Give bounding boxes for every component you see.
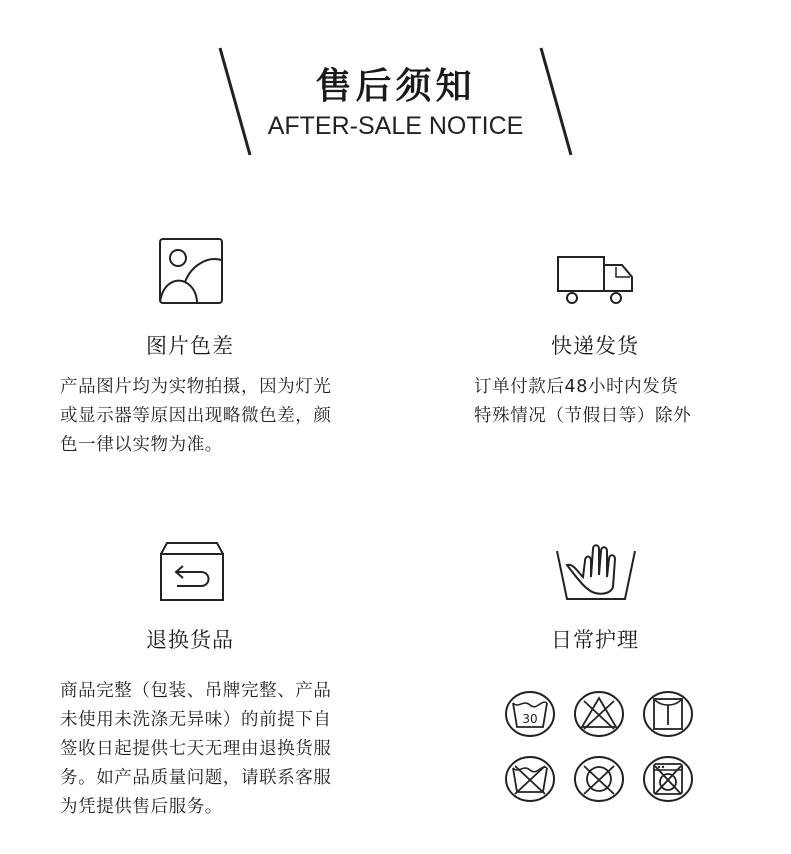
section-title-shipping: 快递发货: [551, 334, 639, 358]
wash-temp-label: 30: [522, 712, 538, 726]
body-line: 或显示器等原因出现略微色差，颜: [60, 406, 332, 426]
section-body-returns: [60, 677, 332, 822]
truck-icon: [556, 255, 636, 307]
body-line: 订单付款后48小时内发货: [474, 377, 679, 397]
section-title-returns: 退换货品: [146, 628, 234, 652]
body-line: 特殊情况（节假日等）除外: [474, 406, 692, 426]
page-title: 售后须知: [315, 66, 476, 107]
body-line: 为凭提供售后服务。: [60, 797, 223, 817]
body-line: 未使用未洗涤无异味）的前提下自: [60, 710, 332, 730]
return-box-icon: [157, 540, 227, 604]
body-line: 务。如产品质量问题，请联系客服: [60, 768, 332, 788]
section-body-color: [60, 373, 332, 460]
page-subtitle: AFTER-SALE NOTICE: [267, 112, 524, 140]
body-line: 色一律以实物为准。: [60, 435, 223, 455]
wash-30-icon: [503, 689, 557, 739]
section-title-color: 图片色差: [146, 334, 234, 358]
no-bleach-icon: [572, 689, 626, 739]
no-wash-icon: [503, 754, 557, 804]
section-body-shipping: [474, 373, 691, 431]
line-dry-icon: [641, 689, 695, 739]
section-title-care: 日常护理: [551, 628, 639, 652]
no-tumble-dry-icon: [572, 754, 626, 804]
body-line: 签收日起提供七天无理由退换货服: [60, 739, 332, 759]
image-icon: [157, 236, 225, 306]
hand-wash-icon: [555, 543, 637, 601]
body-line: 产品图片均为实物拍摄，因为灯光: [60, 377, 332, 397]
body-line: 商品完整（包装、吊牌完整、产品: [60, 681, 332, 701]
no-machine-wash-icon: [641, 754, 695, 804]
